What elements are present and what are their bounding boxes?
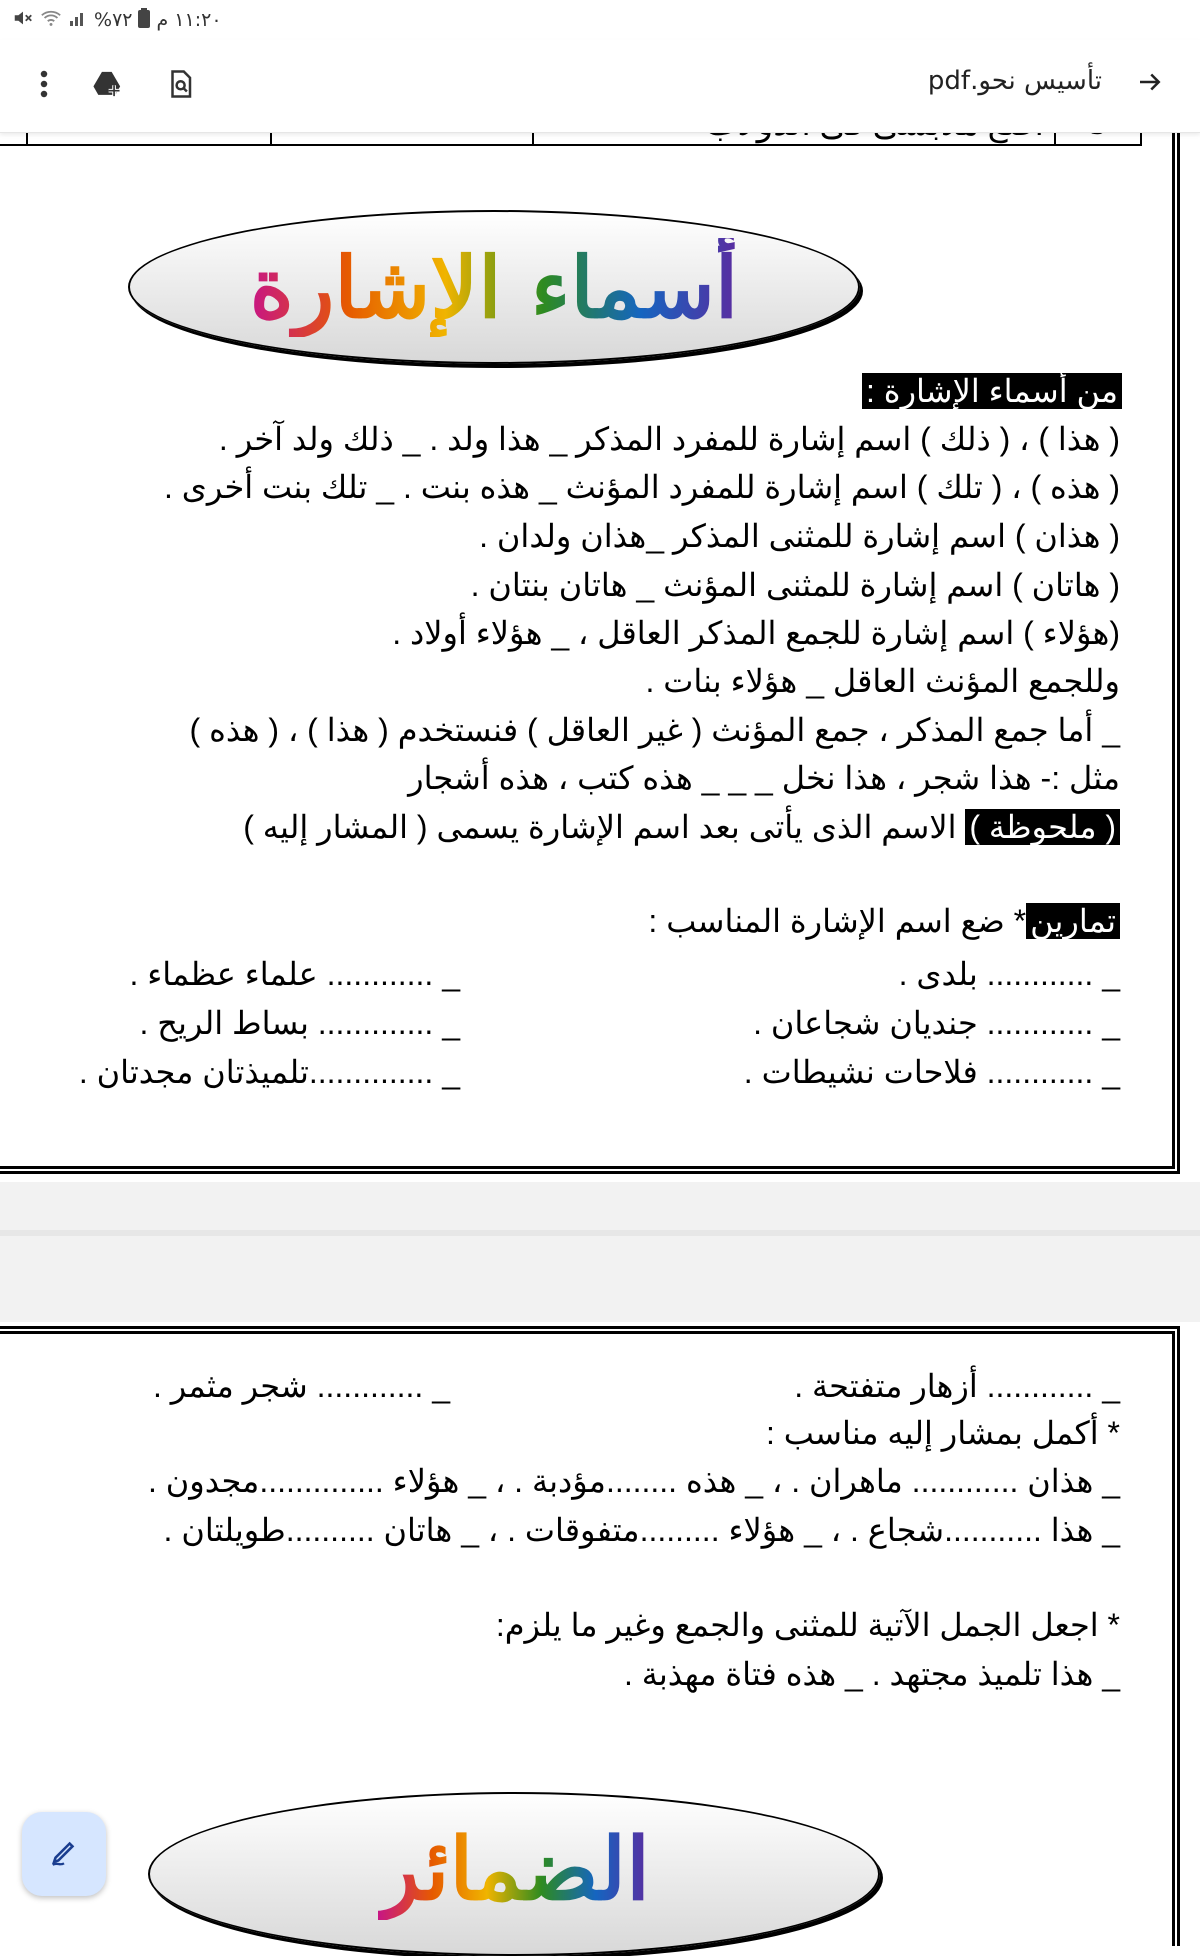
drive-add-icon xyxy=(91,69,125,104)
battery-percent: %٧٢ xyxy=(94,9,133,31)
heading-label: من أسماء الإشارة : xyxy=(862,373,1122,409)
exercise-item: _ ............ فلاحات نشيطات . xyxy=(743,1054,1120,1090)
rule-line-8: مثل :- هذا شجر ، هذا نخل _ _ _ هذه كتب ، هذه أشجار xyxy=(408,760,1120,796)
section-banner-pronouns xyxy=(148,1792,880,1956)
rule-line-5: (هؤلاء ) اسم إشارة للجمع المذكر العاقل ، _ هؤلاء أولاد . xyxy=(392,615,1120,651)
exercise-item: _ ..............تلميذتان مجدتان . xyxy=(78,1054,460,1090)
rule-line-3: ( هذان ) اسم إشارة للمثنى المذكر _هذان ولدان . xyxy=(479,518,1120,554)
banner-title: الضمائر xyxy=(378,1818,650,1920)
exercise-heading-3: * اجعل الجمل الآتية للمثنى والجمع وغير ما يلزم: xyxy=(495,1607,1120,1643)
edit-pen-icon xyxy=(47,1835,81,1874)
rule-line-6: وللجمع المؤنث العاقل _ هؤلاء بنات . xyxy=(645,663,1120,699)
back-button[interactable] xyxy=(1128,64,1172,108)
banner-title: أسماء الإشارة xyxy=(249,237,739,337)
exercise-item: _ ............ بلدى . xyxy=(898,956,1120,992)
exercise-item: _ ............ شجر مثمر . xyxy=(152,1368,450,1404)
annotate-button[interactable] xyxy=(22,1812,106,1896)
app-bar xyxy=(0,40,1200,133)
battery-icon xyxy=(138,8,150,33)
exercise-heading xyxy=(648,902,1120,940)
document-title: تأسيس نحو.pdf xyxy=(927,66,1102,96)
drive-add-button[interactable] xyxy=(86,64,130,108)
find-in-page-button[interactable] xyxy=(158,64,202,108)
exercise-heading-2: * أكمل بمشار إليه مناسب : xyxy=(765,1415,1120,1451)
status-bar xyxy=(0,0,1200,40)
page-gap xyxy=(0,1182,1200,1322)
section-banner-demonstratives xyxy=(128,210,860,364)
page-seam xyxy=(0,1230,1200,1236)
find-in-page-icon xyxy=(165,69,195,104)
exercise-line: _ هذان ............ ماهران . ، _ هذه ........مؤدبة . ، _ هؤلاء ..............مجدون . xyxy=(147,1463,1120,1499)
arrow-right-icon xyxy=(1135,66,1165,106)
exercise-line: _ هذا تلميذ مجتهد . _ هذه فتاة مهذبة . xyxy=(623,1656,1120,1692)
note-label: ( ملحوظة ) xyxy=(965,809,1120,845)
mute-icon xyxy=(12,7,34,34)
exercise-label: تمارين xyxy=(1026,903,1120,939)
exercise-line: _ هذا ...........شجاع . ، _ هؤلاء .........متفوقات . ، _ هاتان ..........طويلتان . xyxy=(163,1512,1120,1548)
rule-line-1: ( هذا ) ، ( ذلك ) اسم إشارة للمفرد المذكر _ هذا ولد . _ ذلك ولد آخر . xyxy=(218,421,1120,457)
note-line xyxy=(243,808,1120,846)
exercise-instruction: * ضع اسم الإشارة المناسب : xyxy=(648,903,1027,939)
exercise-item: _ ............ علماء عظماء . xyxy=(129,956,460,992)
rule-line-2: ( هذه ) ، ( تلك ) اسم إشارة للمفرد المؤنث _ هذه بنت . _ تلك بنت أخرى . xyxy=(163,469,1120,505)
exercise-item: _ ............ أزهار متفتحة . xyxy=(794,1368,1120,1404)
exercise-item: _ ............. بساط الريح . xyxy=(139,1005,460,1041)
status-time: ١١:٢٠ م xyxy=(156,9,222,31)
rule-line-7: _ أما جمع المذكر ، جمع المؤنث ( غير العاقل ) فنستخدم ( هذا ) ، ( هذه ) xyxy=(189,712,1120,748)
status-icons xyxy=(12,7,222,34)
exercise-item: _ ............ جنديان شجاعان . xyxy=(753,1005,1120,1041)
more-vert-icon xyxy=(39,69,49,104)
wifi-icon xyxy=(40,7,62,34)
section-heading xyxy=(862,372,1122,410)
note-text: الاسم الذى يأتى بعد اسم الإشارة يسمى ( المشار إليه ) xyxy=(243,809,966,845)
more-options-button[interactable] xyxy=(22,64,66,108)
rule-line-4: ( هاتان ) اسم إشارة للمثنى المؤنث _ هاتان بنتان . xyxy=(470,567,1120,603)
signal-icon xyxy=(68,8,88,33)
